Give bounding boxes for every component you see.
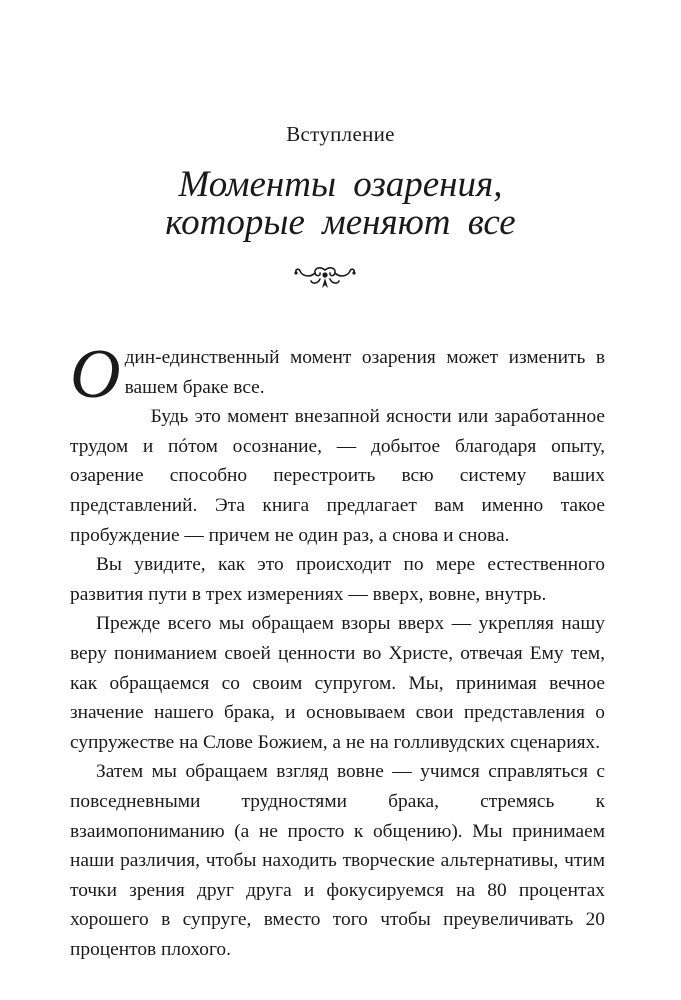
- paragraph-3: Вы увидите, как это происходит по мере естественного развития пути в трех измерениях — вверх, вовне, внутрь.: [70, 554, 605, 605]
- paragraph-5: Затем мы обращаем взгляд вовне — учимся справляться с повседневными трудностями брака, стремясь к взаимопониманию (а не просто к общению). Мы принимаем наши различия, чтобы находить творческие альтернативы, чтим точки зрения друг друга и фокусируемся на 80 процентах хорошего в супруге, вместо того чтобы преувеличивать 20 процентов плохого.: [70, 761, 605, 960]
- paragraph-2: Будь это момент внезапной ясности или заработанное трудом и пóтом осознание, — добытое благодаря опыту, озарение способно перестроить всю систему ваших представлений. Эта книга предлагает вам именно такое пробуждение — причем не один раз, а снова и снова.: [70, 406, 605, 546]
- chapter-title-line-2: которые меняют все: [165, 202, 516, 243]
- drop-cap: О: [70, 336, 121, 413]
- paragraph-1-text: дин-единственный момент озарения может изменить в вашем браке все.: [124, 347, 605, 398]
- chapter-title: [0, 166, 681, 242]
- fleuron-ornament-icon: [290, 262, 360, 292]
- paragraph-4: Прежде всего мы обращаем взоры вверх — укрепляя нашу веру пониманием своей ценности во Христе, отвечая Ему тем, как обращаемся со своим супругом. Мы, принимая вечное значение нашего брака, и основываем свои представления о супружестве на Слове Божием, а не на голливудских сценариях.: [70, 613, 605, 753]
- chapter-title-line-1: Моменты озарения,: [178, 164, 503, 205]
- paragraph-1: [70, 336, 605, 413]
- section-label: Вступление: [286, 122, 395, 146]
- body-text: [70, 336, 605, 964]
